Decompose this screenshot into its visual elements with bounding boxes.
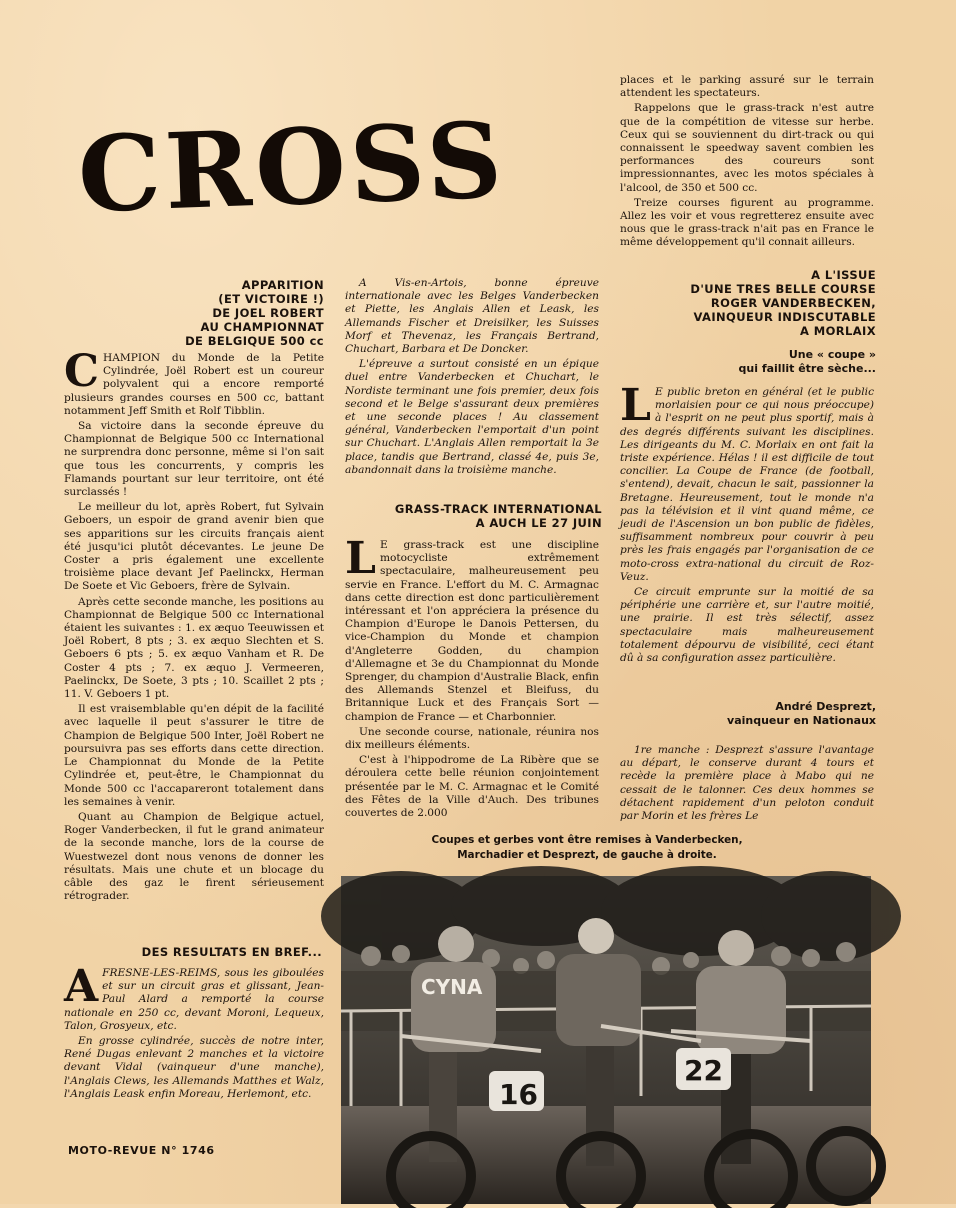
article2-headline [120,945,322,959]
article5-body [620,380,874,686]
article5-headline [618,268,876,338]
magazine-title-text: CROSS [75,98,508,237]
article4-headline-line: GRASS-TRACK INTERNATIONAL [394,502,602,516]
article4-cont-paragraph: Treize courses figurent au programme. Allez les voir et vous regretterez ensuite avec nous que le grass-track n'ait pas en France le même développement qu'il connait ailleurs. [620,196,874,249]
article1-paragraph: Après cette seconde manche, les positions au Championnat de Belgique 500 cc International étaient les suivantes : 1. ex æquo Teeuwissen et Joël Robert, 8 pts ; 3. ex æquo Slechten et S. Geboers 6 pts ; 5. ex æquo Vanham et R. De Coster 4 pts ; 7. ex æquo J. Vermeeren, Paelinckx, De Soete, 3 pts ; 10. Scaillet 2 pts ; 11. V. Geboers 1 pt. [64,595,324,701]
race-photo [341,876,871,1204]
article4-cont-paragraph: Rappelons que le grass-track n'est autre que de la compétition de vitesse sur herbe. Ceux qui se souviennent du dirt-track ou qui connaissent le speedway savent combien les performances des coureurs sont impressionnantes, avec les motos spéciales à l'alcool, de 350 et 500 cc. [620,102,874,194]
magazine-footer: MOTO-REVUE N° 1746 [68,1144,215,1157]
article4-headline-line: A AUCH LE 27 JUIN [475,516,602,530]
article5-headline-line: A MORLAIX [800,324,876,338]
article2-headline-text: DES RESULTATS EN BREF... [141,945,322,959]
article4-paragraph: C'est à l'hippodrome de La Ribère que se déroulera cette belle réunion conjointement présentée par le M. C. Armagnac et le Comité des Fêtes de la Ville d'Auch. Des tribunes couvertes de 2.000 [345,754,599,820]
article5-subhead-line: Une « coupe » [788,348,876,361]
article5-paragraph: 1re manche : Desprezt s'assure l'avantage au départ, le conserve durant 4 tours et recède la première place à Mabo qui ne cessait de le talonner. Ces deux hommes se détachent rapidement d'un peloton conduit par Morin et les frères Le [620,744,874,823]
photo-caption: Coupes et gerbes vont être remises à Vanderbecken, Marchadier et Desprezt, de gauche à droite. [431,834,743,861]
article3-paragraph: A Vis-en-Artois, bonne épreuve internationale avec les Belges Vanderbecken et Piette, les Anglais Allen et Leask, les Allemands Fischer et Dreisilker, les Suisses Morf et Thevenaz, les Français Bertrand, Chuchart, Barbara et De Doncker. [345,277,599,356]
article5-subhead [640,348,876,376]
article1-headline-line: DE BELGIQUE 500 cc [185,334,324,348]
article5-subhead2 [640,700,876,728]
article5-headline-line: D'UNE TRES BELLE COURSE [690,282,876,296]
article4-paragraph: Une seconde course, nationale, réunira nos dix meilleurs éléments. [345,725,599,752]
article1-headline [150,278,324,348]
article5-subhead-line: qui faillit être sèche... [738,362,876,375]
article2-body [64,961,324,1137]
article1-paragraph: Sa victoire dans la seconde épreuve du Championnat de Belgique 500 cc International ne surprendra donc personne, même si l'on sait que tous les concurrents, y compris les Flamands pourtant sur leur territoire, ont été surclassés ! [64,420,324,499]
article5-paragraph: L E public breton en général (et le public morlaisien pour ce qui nous préoccupe) à l'esprit on ne peut plus sportif, mais à des degrés différents suivant les disciplines. Les dirigeants du M. C. Morlaix en ont fait la triste expérience. Hélas ! il est difficile de tout concilier. La Coupe de France (de football, s'entend), devait, chacun le sait, passionner la Bretagne. Heureusement, tout le monde n'a pas la télévision et il vint quand même, ce jeudi de l'Ascension un bon public de fidèles, suffisamment nombreux pour couvrir à peu près les frais engagés par l'organisation de ce moto-cross extra-national du circuit de Roz-Veuz. [620,380,874,583]
article3-body [345,277,599,481]
article5-headline-line: ROGER VANDERBECKEN, [710,296,876,310]
race-photo-image [341,876,871,1204]
article1-paragraph: CHAMPION du Monde de la Petite Cylindrée, Joël Robert est un coureur polyvalent qui a encore remporté plusieurs grandes courses en 500 cc, battant notamment Jeff Smith et Rolf Tibblin. [64,346,324,417]
article5-headline-line: A L'ISSUE [811,268,876,282]
article4-headline [340,502,602,530]
article2-paragraph: En grosse cylindrée, succès de notre inter, René Dugas enlevant 2 manches et la victoire devant Vidal (vainqueur d'une manche), l'Anglais Clews, les Allemands Matthes et Walz, l'Anglais Leask enfin Moreau, Herlemont, etc. [64,1035,324,1100]
article1-headline-line: APPARITION [241,278,324,292]
article1-body [64,346,324,903]
article1-paragraph: Il est vraisemblable qu'en dépit de la facilité avec laquelle il peut s'assurer le titre de Champion de Belgique 500 Inter, Joël Robert ne poursuivra pas ses efforts dans cette direction. Le Championnat du Monde de la Petite Cylindrée et, peut-être, le Championnat du Monde 500 cc l'accapareront totalement dans les semaines à venir. [64,703,324,808]
plate-22-number: 22 [684,1054,723,1087]
article2-dropcap: A [64,961,99,1012]
article4-body [345,533,599,825]
article1-headline-line: DE JOEL ROBERT [212,306,324,320]
plate-16 [489,1071,544,1111]
article1-headline-line: AU CHAMPIONNAT [200,320,324,334]
article5-paragraph: Ce circuit emprunte sur la moitié de sa périphérie une carrière et, sur l'autre moitié, une prairie. Il est très sélectif, assez spectaculaire mais malheureusement totalement dépourvu de visibilité, ceci étant dû à sa configuration assez particulière. [620,586,874,665]
article5-subhead2-line: André Desprezt, [775,700,876,713]
magazine-title [75,88,508,248]
plate-22 [676,1048,731,1090]
article1-paragraph: Le meilleur du lot, après Robert, fut Sylvain Geboers, un espoir de grand avenir bien que ses apparitions sur les circuits français aient été jusqu'ici plutôt décevantes. Le jeune De Coster a pris également une excellente troisième place devant Jef Paelinckx, Herman De Soete et Vic Geboers, frère de Sylvain. [64,501,324,593]
jersey-text: CYNA [421,975,483,999]
article4-dropcap: L [345,533,376,584]
article1-headline-line: (ET VICTOIRE !) [218,292,324,306]
article5-dropcap: L [620,380,651,431]
article4-paragraph: L E grass-track est une discipline motocycliste extrêmement spectaculaire, malheureusement peu servie en France. L'effort du M. C. Armagnac dans cette direction est donc particulièrement intéressant et l'on appréciera la présence du Champion d'Europe le Danois Pettersen, du vice-Champion du Monde et champion d'Angleterre Godden, du champion d'Allemagne et 3e du Championnat du Monde Sprenger, du champion d'Australie Black, enfin des Allemands Stenzel et Bleifuss, du Britannique Luck et des Français Sort — champion de France — et Charbonnier. [345,533,599,723]
article5-subhead2-line: vainqueur en Nationaux [727,714,876,727]
plate-16-number: 16 [499,1078,538,1111]
article2-paragraph: AFRESNE-LES-REIMS, sous les giboulées et sur un circuit gras et glissant, Jean-Paul Alard a remporté la course nationale en 250 cc, devant Moroni, Lequeux, Talon, Grosyeux, etc. [64,961,324,1032]
article1-dropcap: C [64,346,100,397]
article5-body-2 [620,744,874,824]
article4-cont-paragraph: places et le parking assuré sur le terrain attendent les spectateurs. [620,74,874,100]
article5-headline-line: VAINQUEUR INDISCUTABLE [693,310,876,324]
article1-paragraph: Quant au Champion de Belgique actuel, Roger Vanderbecken, il fut le grand animateur de la seconde manche, lors de la course de Wuestwezel dont nous venons de donner les résultats. Mais une chute et un blocage du câble des gaz le firent sérieusement rétrograder. [64,810,324,903]
article3-paragraph: L'épreuve a surtout consisté en un épique duel entre Vanderbecken et Chuchart, le Nordiste terminant une fois premier, deux fois second et le Belge s'assurant deux premières et une seconde places ! Au classement général, Vanderbecken l'emportait d'un point sur Chuchart. L'Anglais Allen remportait la 3e place, tandis que Bertrand, classé 4e, puis 3e, abandonnait dans la troisième manche. [345,358,599,476]
article4-continuation [620,74,874,254]
